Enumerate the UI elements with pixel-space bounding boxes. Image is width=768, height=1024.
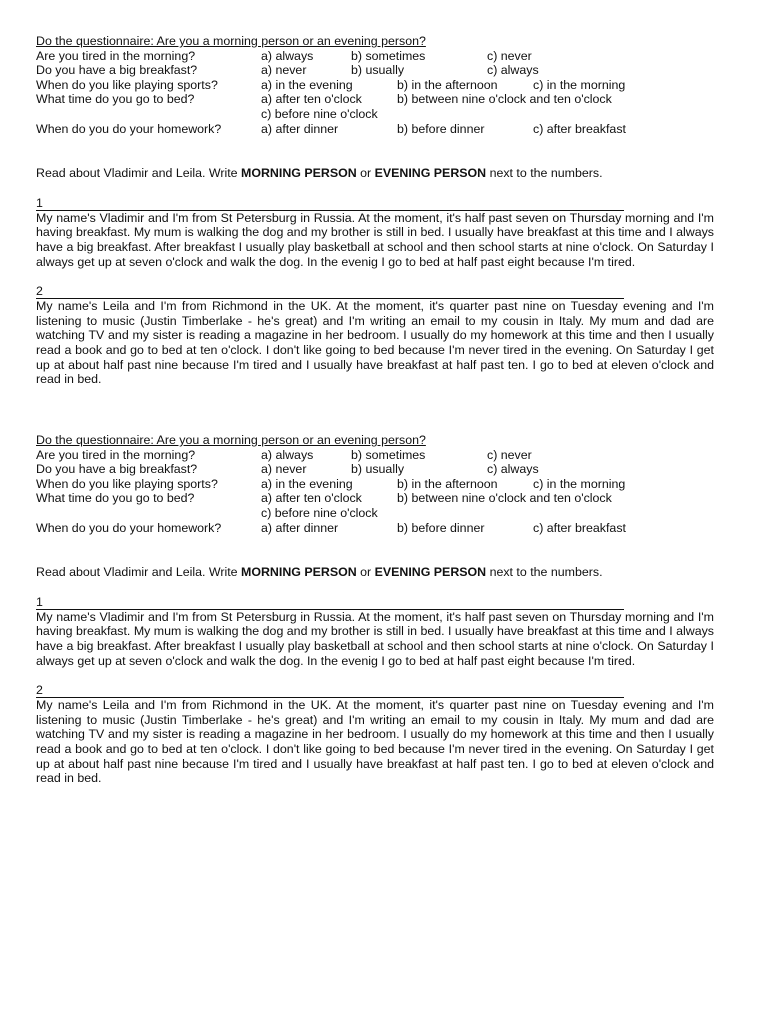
reading-text-vladimir: My name's Vladimir and I'm from St Petersburg in Russia. At the moment, it's half past seven on Thursday morning and I'm having breakfast. My mum is walking the dog and my brother is still in bed. I usually have breakfast at this time and I always have a big breakfast. After breakfast I usually play basketball at school and then school starts at nine o'clock. On Saturday I always get up at seven o'clock and walk the dog. In the evenig I go to bed at half past eight because I'm tired. bbox=[36, 210, 714, 269]
question-row-breakfast bbox=[36, 462, 714, 477]
option-b: b) between nine o'clock and ten o'clock bbox=[397, 491, 612, 506]
question-row-bedtime-cont bbox=[36, 107, 714, 122]
questionnaire-title: Do the questionnaire: Are you a morning person or an evening person? bbox=[36, 433, 426, 447]
answer-number: 2 bbox=[36, 683, 43, 698]
option-b: b) between nine o'clock and ten o'clock bbox=[397, 92, 612, 107]
option-c: c) after breakfast bbox=[533, 520, 626, 535]
answer-number: 1 bbox=[36, 195, 43, 210]
reading-instruction bbox=[36, 565, 714, 580]
question-row-bedtime bbox=[36, 491, 714, 506]
instruction-text: or bbox=[356, 565, 375, 580]
answer-number: 2 bbox=[36, 284, 43, 299]
option-a: a) always bbox=[261, 447, 314, 462]
instruction-bold-evening: EVENING PERSON bbox=[374, 565, 487, 580]
option-b: b) in the afternoon bbox=[397, 476, 498, 491]
option-b: b) before dinner bbox=[397, 121, 485, 136]
question-text: What time do you go to bed? bbox=[36, 92, 195, 107]
question-row-tired bbox=[36, 49, 714, 64]
reading-instruction bbox=[36, 166, 714, 181]
question-row-sports bbox=[36, 477, 714, 492]
option-a: a) after dinner bbox=[261, 520, 339, 535]
option-c: c) before nine o'clock bbox=[261, 505, 378, 520]
question-text: Are you tired in the morning? bbox=[36, 48, 196, 63]
instruction-text: next to the numbers. bbox=[486, 166, 603, 181]
option-c: c) before nine o'clock bbox=[261, 106, 378, 121]
option-a: a) in the evening bbox=[261, 476, 353, 491]
instruction-bold-evening: EVENING PERSON bbox=[374, 166, 487, 181]
option-c: c) always bbox=[487, 462, 539, 477]
option-b: b) before dinner bbox=[397, 520, 485, 535]
answer-line-1[interactable] bbox=[36, 595, 624, 610]
question-row-homework bbox=[36, 521, 714, 536]
option-b: b) sometimes bbox=[351, 48, 426, 63]
option-b: b) usually bbox=[351, 63, 405, 78]
option-b: b) in the afternoon bbox=[397, 77, 498, 92]
instruction-text: next to the numbers. bbox=[486, 565, 603, 580]
question-text: Are you tired in the morning? bbox=[36, 447, 196, 462]
question-row-bedtime bbox=[36, 92, 714, 107]
option-c: c) always bbox=[487, 63, 539, 78]
question-row-tired bbox=[36, 448, 714, 463]
option-b: b) usually bbox=[351, 462, 405, 477]
question-text: When do you do your homework? bbox=[36, 121, 222, 136]
answer-number: 1 bbox=[36, 594, 43, 609]
reading-text-leila: My name's Leila and I'm from Richmond in the UK. At the moment, it's quarter past nine on Tuesday evening and I'm listening to music (Justin Timberlake - he's great) and I'm writing an email to my cousin in Italy. My mum and dad are watching TV and my sister is reading a magazine in her bedroom. I usually do my homework at this time and then I usually read a book and go to bed at ten o'clock. I don't like going to bed because I'm never tired in the evening. On Saturday I get up at about half past nine because I'm tired and I usually have breakfast at half past ten. I go to bed at eleven o'clock and read in bed. bbox=[36, 698, 714, 786]
option-c: c) in the morning bbox=[533, 77, 626, 92]
instruction-bold-morning: MORNING PERSON bbox=[241, 166, 357, 181]
reading-text-leila: My name's Leila and I'm from Richmond in the UK. At the moment, it's quarter past nine on Tuesday evening and I'm listening to music (Justin Timberlake - he's great) and I'm writing an email to my cousin in Italy. My mum and dad are watching TV and my sister is reading a magazine in her bedroom. I usually do my homework at this time and then I usually read a book and go to bed at ten o'clock. I don't like going to bed because I'm never tired in the evening. On Saturday I get up at about half past nine because I'm tired and I usually have breakfast at half past ten. I go to bed at eleven o'clock and read in bed. bbox=[36, 299, 714, 387]
option-a: a) after dinner bbox=[261, 121, 339, 136]
instruction-text: or bbox=[356, 166, 375, 181]
instruction-text: Read about Vladimir and Leila. Write bbox=[36, 565, 242, 580]
option-b: b) sometimes bbox=[351, 447, 426, 462]
option-a: a) in the evening bbox=[261, 77, 353, 92]
question-row-breakfast bbox=[36, 63, 714, 78]
question-row-bedtime-cont bbox=[36, 506, 714, 521]
option-c: c) never bbox=[487, 48, 532, 63]
option-a: a) always bbox=[261, 48, 314, 63]
worksheet-section-2 bbox=[36, 433, 714, 786]
question-row-sports bbox=[36, 78, 714, 93]
questionnaire-title: Do the questionnaire: Are you a morning person or an evening person? bbox=[36, 34, 426, 48]
question-text: When do you like playing sports? bbox=[36, 77, 218, 92]
option-a: a) after ten o'clock bbox=[261, 491, 362, 506]
answer-line-2[interactable] bbox=[36, 284, 624, 299]
option-a: a) never bbox=[261, 63, 307, 78]
option-c: c) never bbox=[487, 447, 532, 462]
question-text: When do you do your homework? bbox=[36, 520, 222, 535]
option-c: c) after breakfast bbox=[533, 121, 626, 136]
question-text: What time do you go to bed? bbox=[36, 491, 195, 506]
question-text: When do you like playing sports? bbox=[36, 476, 218, 491]
question-text: Do you have a big breakfast? bbox=[36, 63, 198, 78]
answer-line-1[interactable] bbox=[36, 196, 624, 211]
instruction-text: Read about Vladimir and Leila. Write bbox=[36, 166, 242, 181]
answer-line-2[interactable] bbox=[36, 683, 624, 698]
instruction-bold-morning: MORNING PERSON bbox=[241, 565, 357, 580]
worksheet-section-1 bbox=[36, 34, 714, 387]
option-a: a) never bbox=[261, 462, 307, 477]
reading-text-vladimir: My name's Vladimir and I'm from St Petersburg in Russia. At the moment, it's half past seven on Thursday morning and I'm having breakfast. My mum is walking the dog and my brother is still in bed. I usually have breakfast at this time and I always have a big breakfast. After breakfast I usually play basketball at school and then school starts at nine o'clock. On Saturday I always get up at seven o'clock and walk the dog. In the evenig I go to bed at half past eight because I'm tired. bbox=[36, 609, 714, 668]
question-row-homework bbox=[36, 122, 714, 137]
option-a: a) after ten o'clock bbox=[261, 92, 362, 107]
question-text: Do you have a big breakfast? bbox=[36, 462, 198, 477]
option-c: c) in the morning bbox=[533, 476, 626, 491]
